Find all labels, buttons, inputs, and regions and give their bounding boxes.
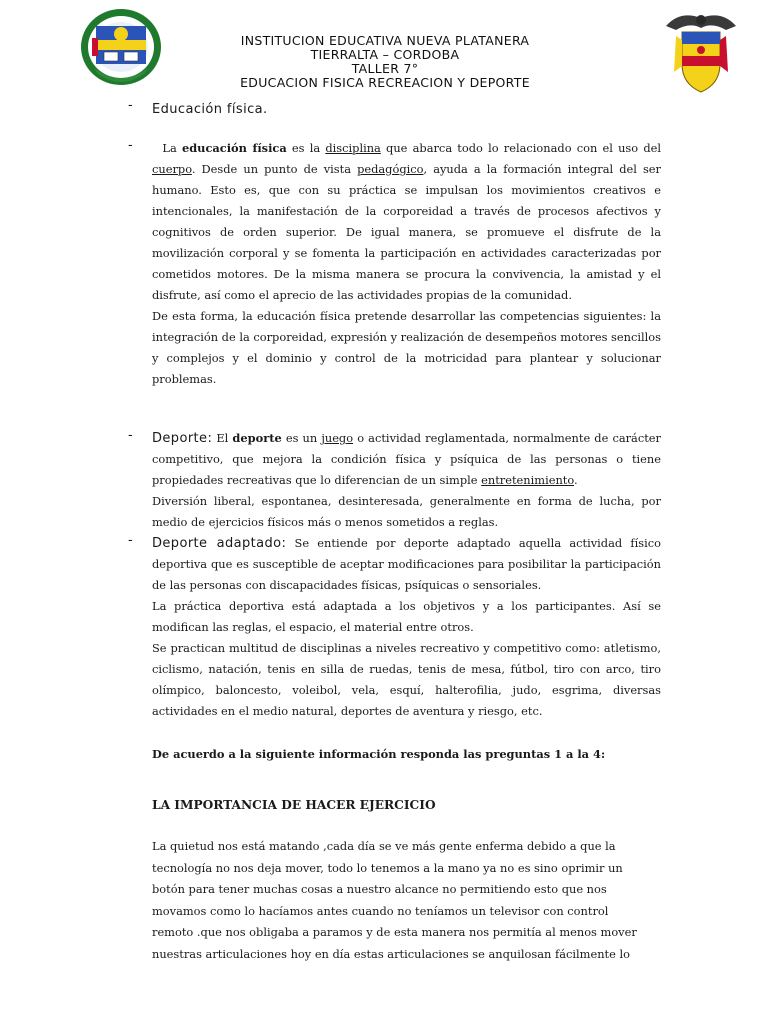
text-run: es la [286,141,326,155]
subject-title: EDUCACION FISICA RECREACION Y DEPORTE [240,75,530,90]
section-deporte-adaptado [128,533,661,722]
paragraph: La práctica deportiva está adaptada a los objetivos y a los participantes. Así se modifican las reglas, el espacio, el material entre otros. [152,599,661,634]
reading-title: LA IMPORTANCIA DE HACER EJERCICIO [152,798,436,812]
hyperlink-cuerpo[interactable]: cuerpo [152,162,192,176]
page-header [0,0,768,96]
bold-term: deporte [232,431,282,445]
reading-passage [128,836,661,965]
instructions-block [128,744,661,765]
colombia-coat-of-arms-icon [660,6,742,96]
text-run: , ayuda a la formación integral del ser humano. Esto es, que con su práctica se impulsan los movimientos creativos e intencionales, la manifestación de la corporeidad a través de procesos afectivos y cognitivos de orden superior. De igual manera, se promueve el disfrute de la movilización corporal y se fomenta la participación en actividades caracterizadas por cometidos motores. De la misma manera se procura la convivencia, la amistad y el disfrute, así como el aprecio de las actividades propias de la comunidad. [152,162,661,302]
text-run: Se entiende por deporte adaptado aquella actividad físico deportiva que es susceptible de aceptar modificaciones para posibilitar la participación de las personas con discapacidades físicas, psíquicas o sensoriales. [152,536,662,592]
section-educacion-fisica-title [128,98,661,120]
section-title: Deporte: [152,431,213,446]
text-run: es un [281,431,322,445]
list-dash: - [128,428,133,443]
reading-line: tecnología no nos deja mover, todo lo tenemos a la mano ya no es sino oprimir un [152,860,623,875]
hyperlink-disciplina[interactable]: disciplina [325,141,381,155]
reading-line: remoto .que nos obligaba a paramos y de esta manera nos permitía al menos mover [152,925,637,939]
reading-line: botón para tener muchas cosas a nuestro alcance no permitiendo esto que nos [152,882,607,896]
hyperlink-juego[interactable]: juego [321,431,354,445]
text-run: o actividad reglamentada, normalmente de carácter competitivo, que mejora la condición física y psíquica de las personas o tiene propiedades recreativas que lo diferencian de un simple [152,431,661,487]
section-educacion-fisica-body [128,138,661,390]
text-run: . Desde un punto de vista [191,162,358,176]
text-run: . [574,473,578,487]
paragraph [152,138,661,306]
reading-line: nuestras articulaciones hoy en día estas articulaciones se anquilosan fácilmente lo [152,946,631,961]
instructions-text: De acuerdo a la siguiente información responda las preguntas 1 a la 4: [152,747,606,761]
paragraph [152,428,661,491]
paragraph: De esta forma, la educación física pretende desarrollar las competencias siguientes: la integración de la corporeidad, expresión y realización de desempeños motores sencillos y complejos y el dominio y control de la motricidad para plantear y solucionar problemas. [152,309,661,386]
text-run: El [212,431,233,445]
hyperlink-pedagogico[interactable]: pedagógico [357,162,424,176]
list-dash: - [128,533,133,548]
school-location: TIERRALTA – CORDOBA [310,47,460,62]
reading-line: movamos como lo hacíamos antes cuando no teníamos un televisor con control [152,903,609,918]
paragraph [152,533,661,596]
document-body [128,98,661,965]
workshop-number: TALLER 7° [351,61,419,76]
list-dash: - [128,138,133,153]
list-dash: - [128,98,133,113]
school-name: INSTITUCION EDUCATIVA NUEVA PLATANERA [240,33,530,48]
reading-title-block [128,795,661,816]
school-seal-icon [80,8,162,86]
section-title: Educación física. [152,102,268,117]
header-titles [170,34,600,90]
text-run: La [162,141,182,155]
section-title: Deporte adaptado: [152,536,287,551]
paragraph: Se practican multitud de disciplinas a niveles recreativo y competitivo como: atletismo, ciclismo, natación, tenis en silla de ruedas, tenis de mesa, fútbol, tiro con arco, tiro olímpico, baloncesto, voleibol, vela, esquí, halterofilia, judo, esgrima, diversas actividades en el medio natural, deportes de aventura y riesgo, etc. [152,641,661,718]
section-deporte [128,428,661,533]
text-run: que abarca todo lo relacionado con el uso del [380,141,661,155]
hyperlink-entretenimiento[interactable]: entretenimiento [481,473,575,487]
bold-term: educación física [181,141,287,155]
reading-line: La quietud nos está matando ,cada día se ve más gente enferma debido a que la [152,839,616,853]
paragraph: Diversión liberal, espontanea, desinteresada, generalmente en forma de lucha, por medio de ejercicios físicos más o menos sometidos a reglas. [152,494,661,529]
